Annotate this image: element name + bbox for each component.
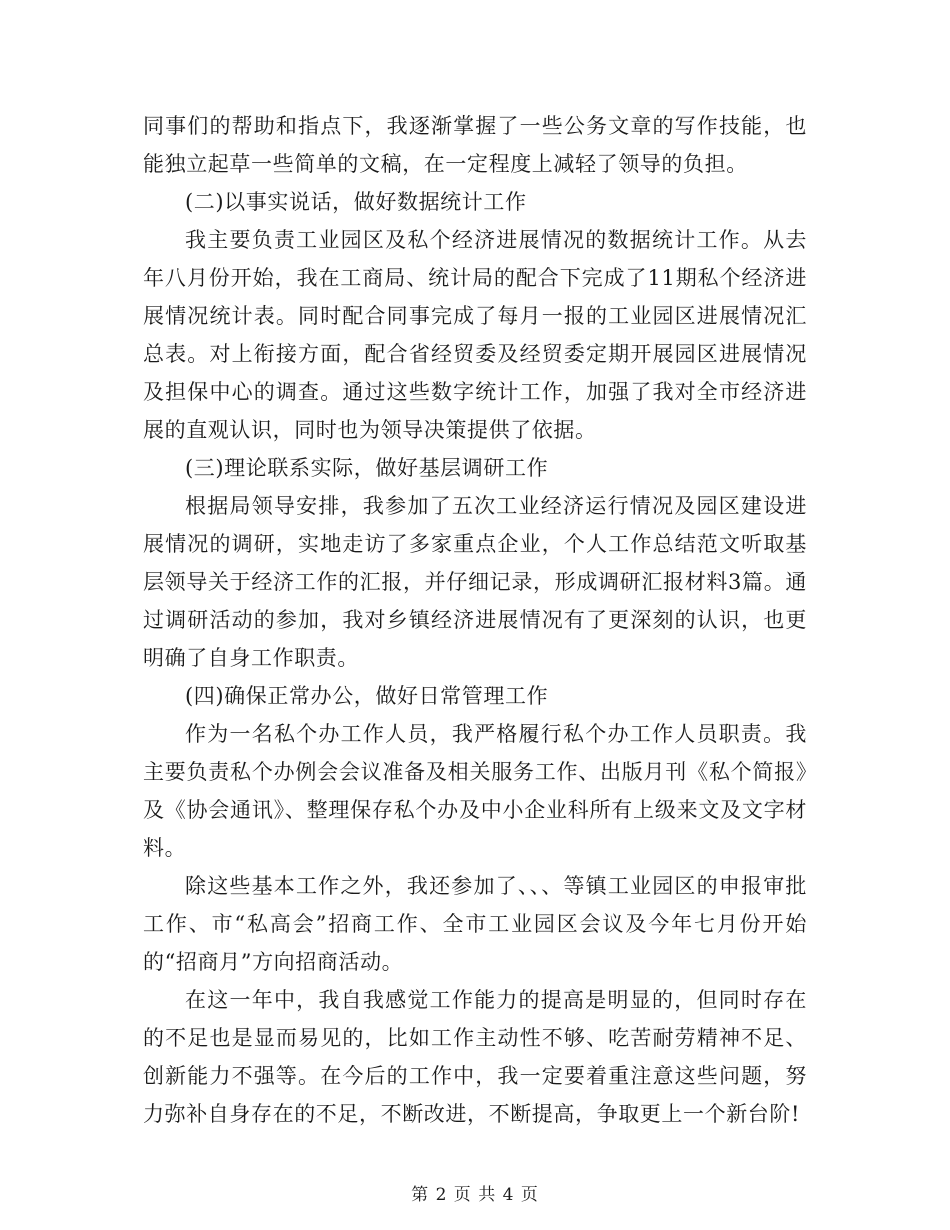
- paragraph-other-work: 除这些基本工作之外，我还参加了、、、等镇工业园区的申报审批工作、市“私高会”招商工作、全市工业园区会议及今年七月份开始的“招商月”方向招商活动。: [143, 874, 807, 974]
- paragraph-statistics: 我主要负责工业园区及私个经济进展情况的数据统计工作。从去年八月份开始，我在工商局、统计局的配合下完成了11期私个经济进展情况统计表。同时配合同事完成了每月一报的工业园区进展情况汇总表。对上衔接方面，配合省经贸委及经贸委定期开展园区进展情况及担保中心的调查。通过这些数字统计工作，加强了我对全市经济进展的直观认识，同时也为领导决策提供了依据。: [143, 228, 807, 442]
- section-heading-3: (三)理论联系实际，做好基层调研工作: [185, 456, 549, 480]
- section-heading-4: (四)确保正常办公，做好日常管理工作: [185, 684, 549, 708]
- section-heading-2: (二)以事实说话，做好数据统计工作: [185, 190, 527, 214]
- paragraph-continuation: 同事们的帮助和指点下，我逐渐掌握了一些公务文章的写作技能，也能独立起草一些简单的文稿，在一定程度上减轻了领导的负担。: [143, 114, 807, 176]
- paragraph-research: 根据局领导安排，我参加了五次工业经济运行情况及园区建设进展情况的调研，实地走访了多家重点企业，个人工作总结范文听取基层领导关于经济工作的汇报，并仔细记录，形成调研汇报材料3篇。通过调研活动的参加，我对乡镇经济进展情况有了更深刻的认识，也更明确了自身工作职责。: [143, 494, 807, 670]
- page-number-footer: 第 2 页 共 4 页: [411, 1185, 539, 1205]
- document-body: [143, 107, 807, 1133]
- paragraph-summary: 在这一年中，我自我感觉工作能力的提高是明显的，但同时存在的不足也是显而易见的，比如工作主动性不够、吃苦耐劳精神不足、创新能力不强等。在今后的工作中，我一定要着重注意这些问题，努力弥补自身存在的不足，不断改进，不断提高，争取更上一个新台阶!: [143, 988, 807, 1126]
- paragraph-office-duties: 作为一名私个办工作人员，我严格履行私个办工作人员职责。我主要负责私个办例会会议准备及相关服务工作、出版月刊《私个简报》及《协会通讯》、整理保存私个办及中小企业科所有上级来文及文字材料。: [143, 722, 807, 860]
